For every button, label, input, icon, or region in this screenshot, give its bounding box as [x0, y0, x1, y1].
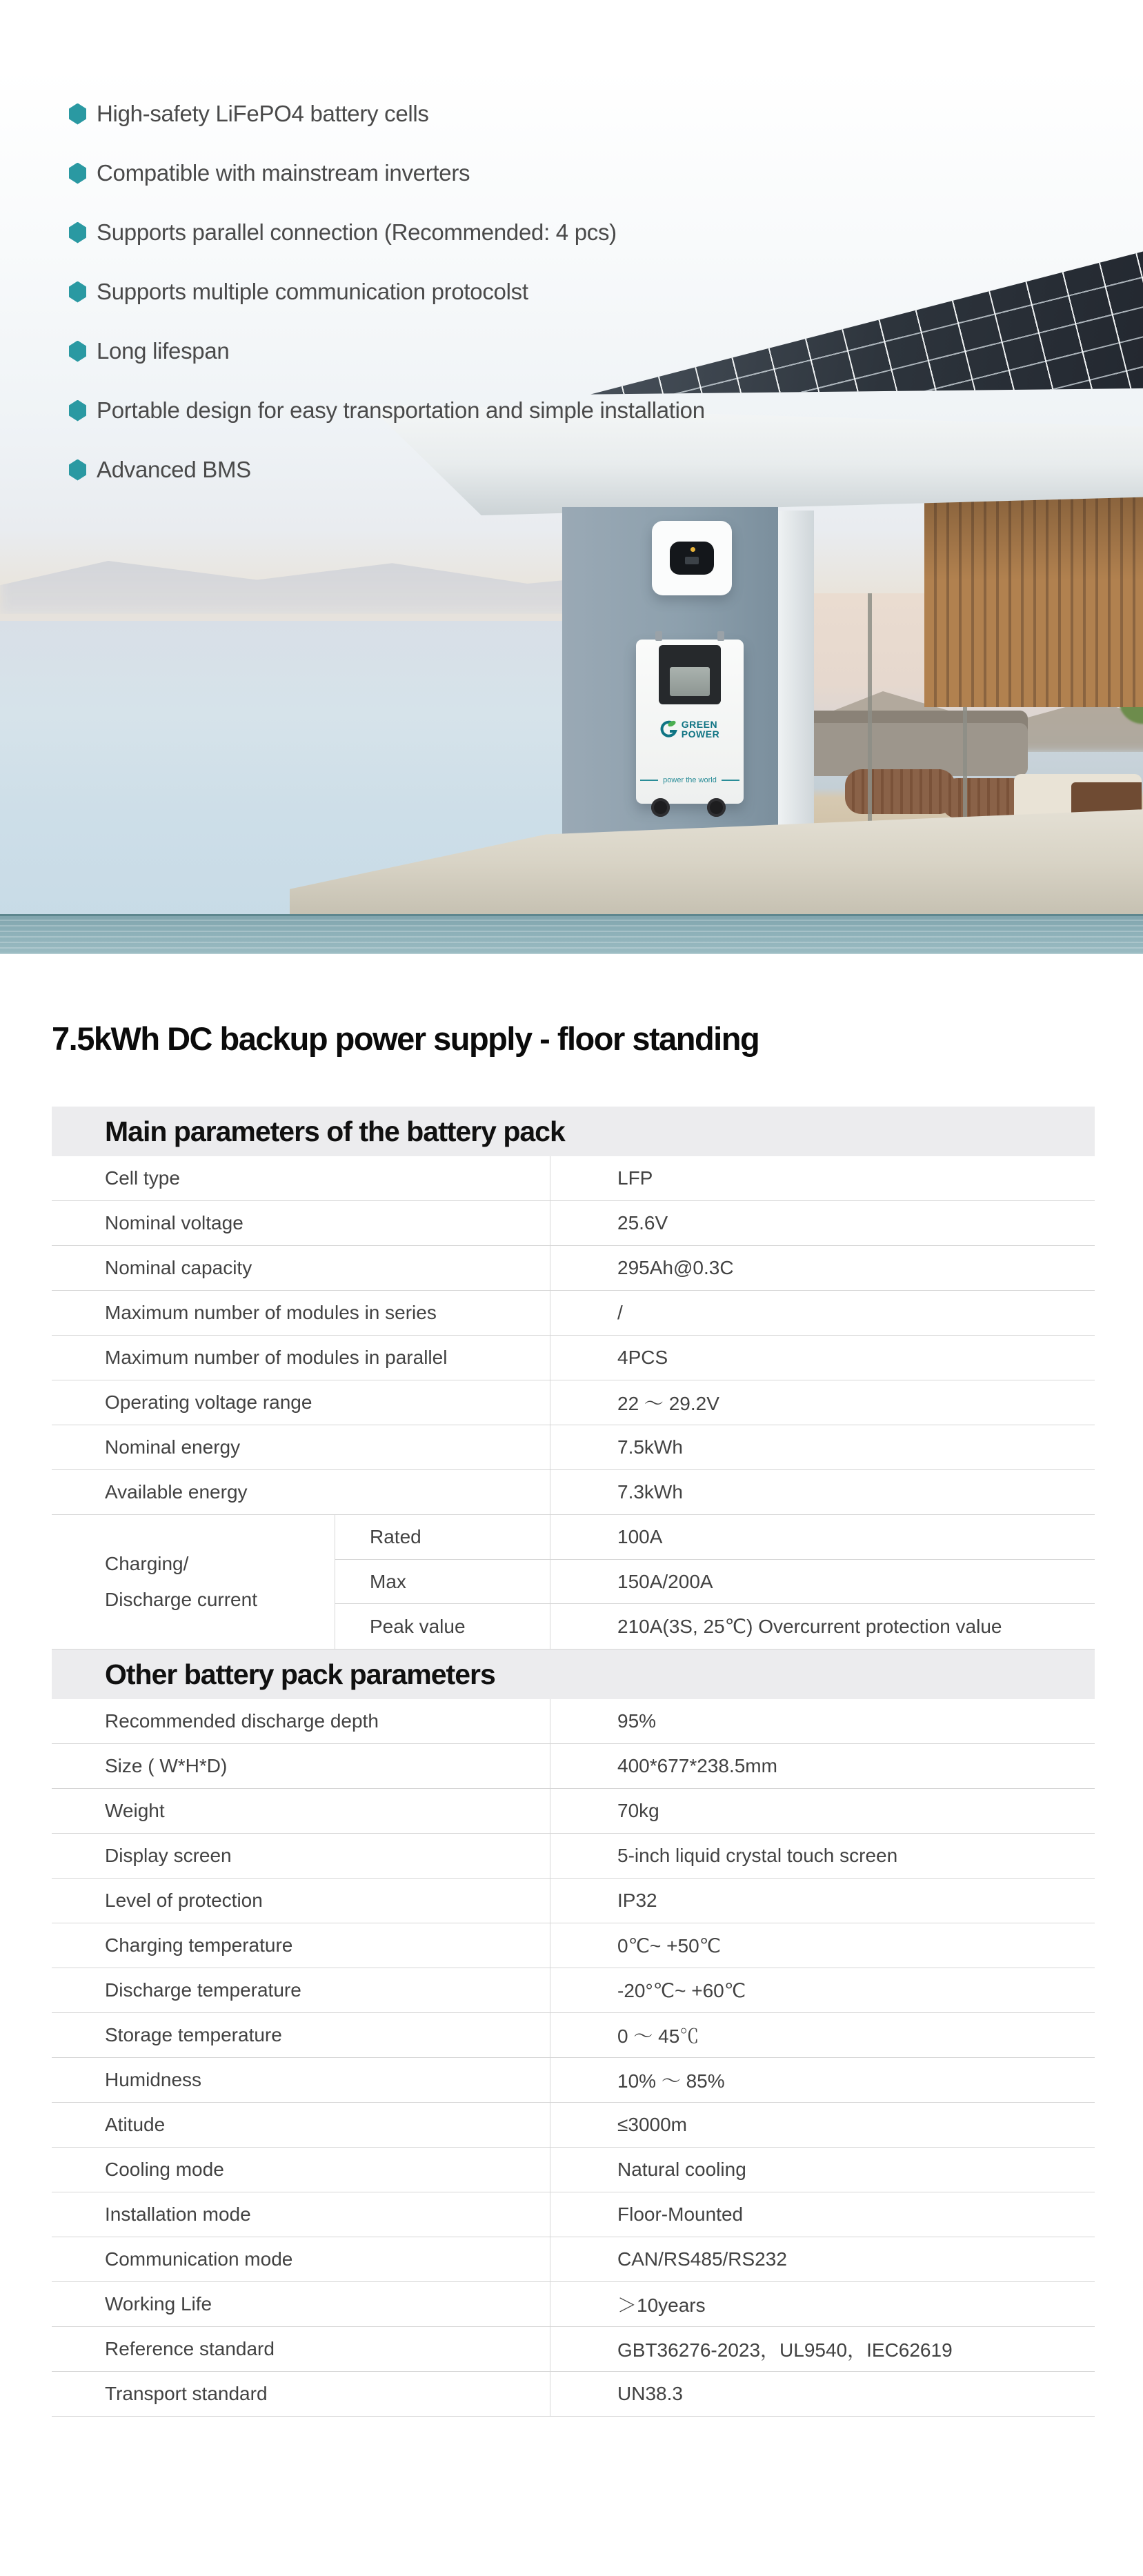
row-label: Reference standard [105, 2338, 275, 2359]
row-label [52, 1515, 335, 1649]
feature-list [69, 102, 705, 517]
pool-water [0, 914, 1143, 954]
section-title: Other battery pack parameters [105, 1658, 495, 1690]
row-value: 4PCS [550, 1336, 1095, 1380]
row-label: Level of protection [105, 1890, 263, 1911]
sub-row-value: 100A [550, 1515, 1095, 1559]
row-value: 10% ～ 85% [550, 2058, 1095, 2102]
row-value: -20°℃~ +60℃ [550, 1968, 1095, 2012]
inverter-screen [685, 557, 699, 564]
feature-item [69, 399, 705, 422]
row-value: 7.5kWh [550, 1425, 1095, 1469]
battery-unit [636, 640, 744, 804]
section-title: Main parameters of the battery pack [105, 1115, 565, 1147]
row-value: 0℃~ +50℃ [550, 1923, 1095, 1968]
row-label: Size ( W*H*D) [105, 1755, 228, 1776]
feature-item [69, 221, 705, 244]
table-row [52, 1834, 1095, 1879]
row-value: CAN/RS485/RS232 [550, 2237, 1095, 2281]
row-value: / [550, 1291, 1095, 1335]
feature-text: Portable design for easy transportation and simple installation [97, 397, 705, 423]
battery-tagline: power the world [663, 776, 717, 784]
feature-text: Supports parallel connection (Recommended: 4 pcs) [97, 219, 617, 245]
feature-text: Long lifespan [97, 338, 230, 364]
wall-inverter-unit [652, 521, 732, 595]
row-label: Atitude [105, 2114, 166, 2135]
battery-screen-bezel [659, 645, 721, 704]
bullet-hexagon-icon [69, 400, 86, 422]
feature-item [69, 280, 705, 304]
bullet-hexagon-icon [69, 222, 86, 244]
table-row [52, 1470, 1095, 1515]
table-row [52, 1380, 1095, 1425]
row-label: Communication mode [105, 2248, 293, 2270]
row-value: 400*677*238.5mm [550, 1744, 1095, 1788]
row-value: Floor-Mounted [550, 2192, 1095, 2237]
row-label: Installation mode [105, 2203, 251, 2225]
row-label: Operating voltage range [105, 1391, 312, 1413]
table-row [52, 2148, 1095, 2192]
row-value: Natural cooling [550, 2148, 1095, 2192]
sub-row-label: Max [335, 1560, 550, 1604]
row-value: 5-inch liquid crystal touch screen [550, 1834, 1095, 1878]
bullet-hexagon-icon [69, 341, 86, 362]
feature-text: Supports multiple communication protocolst [97, 279, 528, 304]
row-value: ＞10years [550, 2282, 1095, 2326]
row-value: 25.6V [550, 1201, 1095, 1245]
outdoor-sofa [814, 711, 1028, 776]
table-row [52, 2327, 1095, 2372]
feature-text: Compatible with mainstream inverters [97, 160, 470, 186]
table-row [52, 2058, 1095, 2103]
table-row [52, 1246, 1095, 1291]
table-row-merged-charging [52, 1515, 1095, 1649]
row-label: Nominal energy [105, 1436, 241, 1458]
row-label: Display screen [105, 1845, 232, 1866]
row-value: 295Ah@0.3C [550, 1246, 1095, 1290]
sub-row-value: 210A(3S, 25℃) Overcurrent protection value [550, 1604, 1095, 1649]
table-row [52, 1968, 1095, 2013]
table-sub-row [335, 1560, 1095, 1605]
table-row [52, 1744, 1095, 1789]
row-label: Charging temperature [105, 1934, 293, 1956]
tagline-dash [640, 780, 658, 781]
spec-table [52, 1107, 1095, 2417]
section-header-other [52, 1649, 1095, 1699]
table-row [52, 1879, 1095, 1923]
green-power-logo-icon [660, 720, 678, 738]
row-label: Transport standard [105, 2383, 268, 2404]
table-sub-row [335, 1604, 1095, 1649]
bullet-hexagon-icon [69, 459, 86, 481]
wood-slat-wall [924, 476, 1143, 707]
table-row [52, 2282, 1095, 2327]
caster-wheel [707, 798, 726, 817]
table-row [52, 1156, 1095, 1201]
table-row [52, 1699, 1095, 1744]
wood-coffee-table [845, 769, 955, 814]
feature-item [69, 339, 705, 363]
feature-item [69, 102, 705, 126]
page-title: 7.5kWh DC backup power supply - floor standing [52, 1020, 759, 1057]
row-value: UN38.3 [550, 2372, 1095, 2416]
row-label: Discharge temperature [105, 1979, 301, 2001]
inverter-display [670, 542, 714, 575]
section-header-main [52, 1107, 1095, 1156]
row-label: Humidness [105, 2069, 202, 2090]
bullet-hexagon-icon [69, 103, 86, 125]
row-value: 0 ～ 45℃ [550, 2013, 1095, 2057]
tagline-dash [722, 780, 739, 781]
feature-item [69, 458, 705, 482]
bullet-hexagon-icon [69, 163, 86, 184]
row-value: 70kg [550, 1789, 1095, 1833]
row-label: Storage temperature [105, 2024, 282, 2045]
inverter-status-led [690, 547, 695, 552]
row-value: 22 ～ 29.2V [550, 1380, 1095, 1425]
sub-rows [335, 1515, 1095, 1649]
sub-row-label: Rated [335, 1515, 550, 1559]
hero-photo [0, 69, 1143, 954]
table-row [52, 2192, 1095, 2237]
mounting-hook [655, 631, 662, 641]
row-label: Working Life [105, 2293, 212, 2315]
table-row [52, 2372, 1095, 2417]
feature-text: Advanced BMS [97, 457, 251, 482]
row-label-line2: Discharge current [105, 1589, 257, 1610]
row-label: Cell type [105, 1167, 180, 1189]
feature-text: High-safety LiFePO4 battery cells [97, 101, 429, 126]
logo-text-line2: POWER [681, 729, 720, 740]
table-row [52, 1336, 1095, 1380]
table-row [52, 1291, 1095, 1336]
row-label: Nominal voltage [105, 1212, 243, 1233]
row-value: LFP [550, 1156, 1095, 1200]
row-label: Maximum number of modules in series [105, 1302, 437, 1323]
table-row [52, 1201, 1095, 1246]
battery-touch-screen [670, 667, 710, 696]
battery-tagline-row [636, 776, 744, 784]
table-sub-row [335, 1515, 1095, 1560]
sub-row-value: 150A/200A [550, 1560, 1095, 1604]
brand-logo [636, 720, 744, 739]
caster-wheel [651, 798, 670, 817]
table-row [52, 1923, 1095, 1968]
table-row [52, 1789, 1095, 1834]
row-value: 7.3kWh [550, 1470, 1095, 1514]
row-value: 95% [550, 1699, 1095, 1743]
table-row [52, 2237, 1095, 2282]
row-value: GBT36276-2023，UL9540，IEC62619 [550, 2327, 1095, 2371]
row-label: Nominal capacity [105, 1257, 252, 1278]
row-label: Recommended discharge depth [105, 1710, 379, 1732]
bullet-hexagon-icon [69, 281, 86, 303]
feature-item [69, 161, 705, 185]
logo-text-line1: GREEN [681, 719, 718, 730]
sub-row-label: Peak value [335, 1604, 550, 1649]
row-value: ≤3000m [550, 2103, 1095, 2147]
table-row [52, 2013, 1095, 2058]
row-value: IP32 [550, 1879, 1095, 1923]
row-label: Cooling mode [105, 2159, 224, 2180]
mounting-hook [717, 631, 724, 641]
row-label: Maximum number of modules in parallel [105, 1347, 448, 1368]
table-row [52, 1425, 1095, 1470]
row-label: Weight [105, 1800, 165, 1821]
table-row [52, 2103, 1095, 2148]
row-label: Available energy [105, 1481, 248, 1503]
row-label-line1: Charging/ [105, 1553, 189, 1574]
